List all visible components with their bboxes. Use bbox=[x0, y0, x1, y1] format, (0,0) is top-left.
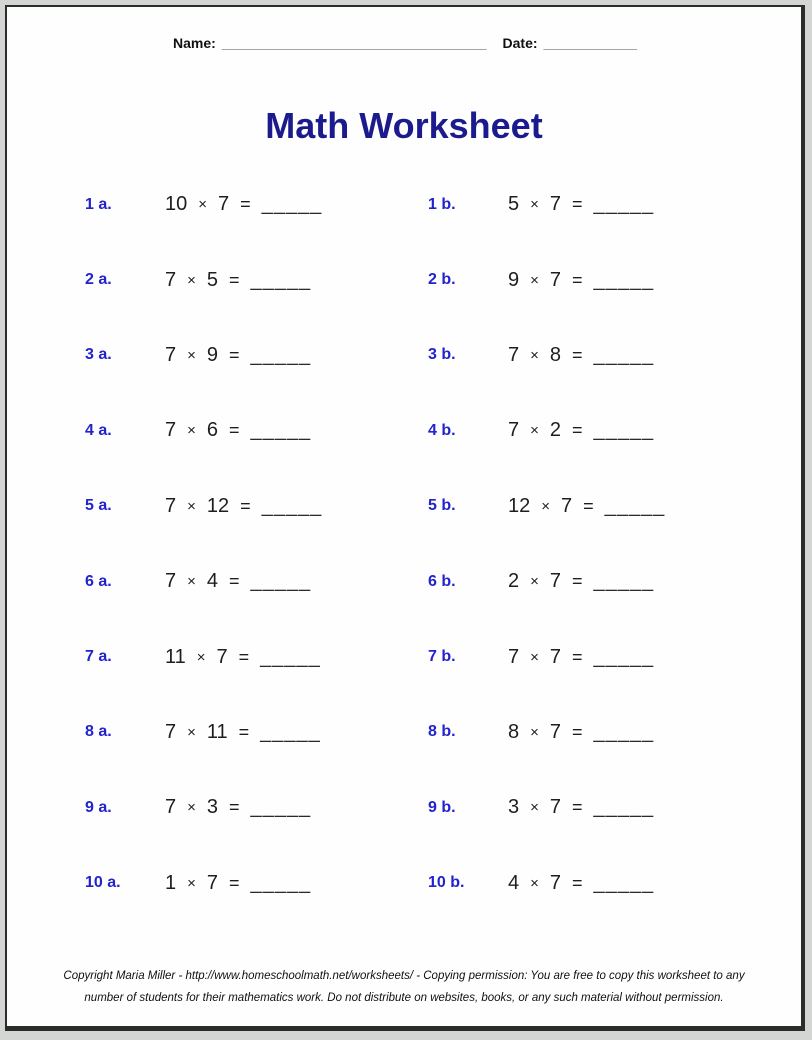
factor-1: 9 bbox=[508, 268, 520, 291]
answer-blank: _____ bbox=[593, 871, 655, 894]
equals-sign: = bbox=[238, 646, 250, 667]
answer-blank: _____ bbox=[593, 343, 655, 366]
problem-row bbox=[7, 469, 801, 544]
equals-sign: = bbox=[240, 194, 251, 215]
problem-label: 8 a. bbox=[85, 723, 112, 741]
problem-label: 6 b. bbox=[428, 572, 456, 590]
problem-cell-b bbox=[428, 193, 801, 216]
problem-label: 4 a. bbox=[85, 421, 112, 439]
factor-2: 6 bbox=[206, 419, 219, 442]
problem-cell-b bbox=[428, 269, 801, 292]
problem-expression bbox=[165, 193, 322, 216]
equals-sign: = bbox=[229, 344, 240, 365]
answer-blank: _____ bbox=[250, 570, 312, 593]
problem-expression bbox=[165, 872, 311, 895]
problem-expression bbox=[508, 419, 654, 442]
problem-expression bbox=[165, 721, 321, 744]
answer-blank: _____ bbox=[593, 419, 655, 442]
equals-sign: = bbox=[583, 495, 594, 516]
times-sign: × bbox=[187, 497, 196, 515]
answer-blank: _____ bbox=[593, 720, 655, 743]
times-sign: × bbox=[530, 196, 539, 214]
factor-2: 7 bbox=[206, 871, 219, 894]
factor-1: 7 bbox=[508, 645, 520, 668]
answer-blank: _____ bbox=[250, 268, 312, 291]
problem-cell-b bbox=[428, 872, 801, 895]
factor-2: 7 bbox=[561, 494, 573, 517]
problem-label: 7 a. bbox=[85, 648, 112, 666]
equals-sign: = bbox=[572, 571, 583, 592]
answer-blank: _____ bbox=[593, 645, 655, 668]
problem-row bbox=[7, 393, 801, 468]
problem-cell-a bbox=[85, 570, 428, 593]
factor-1: 7 bbox=[165, 343, 177, 366]
problem-cell-a bbox=[85, 419, 428, 442]
problem-cell-b bbox=[428, 344, 801, 367]
problem-label: 3 b. bbox=[428, 346, 456, 364]
problem-row bbox=[7, 242, 801, 317]
equals-sign: = bbox=[229, 872, 240, 893]
problem-cell-a bbox=[85, 269, 428, 292]
factor-1: 3 bbox=[508, 796, 520, 819]
problem-cell-a bbox=[85, 872, 428, 895]
factor-1: 11 bbox=[165, 645, 186, 668]
factor-1: 7 bbox=[508, 343, 520, 366]
factor-1: 7 bbox=[165, 796, 177, 819]
equals-sign: = bbox=[238, 721, 250, 742]
times-sign: × bbox=[187, 346, 196, 364]
factor-1: 1 bbox=[165, 871, 177, 894]
times-sign: × bbox=[187, 271, 196, 289]
problem-expression bbox=[165, 495, 322, 518]
answer-blank: _____ bbox=[593, 796, 655, 819]
problem-cell-a bbox=[85, 646, 428, 669]
problem-cell-a bbox=[85, 721, 428, 744]
factor-2: 3 bbox=[206, 796, 219, 819]
problem-label: 8 b. bbox=[428, 723, 456, 741]
problem-label: 1 b. bbox=[428, 195, 456, 213]
problem-row bbox=[7, 770, 801, 845]
answer-blank: _____ bbox=[260, 720, 321, 743]
problem-cell-a bbox=[85, 193, 428, 216]
times-sign: × bbox=[530, 874, 539, 892]
equals-sign: = bbox=[572, 344, 583, 365]
problem-expression bbox=[165, 646, 321, 669]
problem-row bbox=[7, 695, 801, 770]
answer-blank: _____ bbox=[593, 570, 655, 593]
problem-expression bbox=[508, 872, 654, 895]
problem-expression bbox=[508, 495, 665, 518]
worksheet-page bbox=[5, 5, 805, 1031]
problem-label: 9 b. bbox=[428, 798, 456, 816]
problem-expression bbox=[508, 193, 654, 216]
answer-blank: _____ bbox=[260, 645, 321, 668]
factor-2: 4 bbox=[206, 570, 219, 593]
problem-label: 3 a. bbox=[85, 346, 112, 364]
factor-1: 7 bbox=[165, 419, 177, 442]
answer-blank: _____ bbox=[261, 193, 323, 216]
problem-label: 1 a. bbox=[85, 195, 112, 213]
problem-cell-b bbox=[428, 721, 801, 744]
equals-sign: = bbox=[229, 420, 240, 441]
times-sign: × bbox=[187, 723, 196, 741]
problem-cell-a bbox=[85, 796, 428, 819]
problem-label: 7 b. bbox=[428, 648, 456, 666]
times-sign: × bbox=[530, 346, 539, 364]
factor-2: 12 bbox=[206, 494, 230, 517]
factor-2: 7 bbox=[549, 796, 562, 819]
factor-2: 7 bbox=[549, 570, 562, 593]
factor-1: 5 bbox=[508, 193, 520, 216]
problem-expression bbox=[165, 570, 311, 593]
copyright-line-2: number of students for their mathematics work. Do not distribute on websites, books, or any such material without permission. bbox=[84, 992, 724, 1005]
factor-2: 7 bbox=[216, 645, 228, 668]
factor-1: 7 bbox=[165, 570, 177, 593]
problem-row bbox=[7, 846, 801, 921]
problem-cell-b bbox=[428, 495, 801, 518]
factor-1: 2 bbox=[508, 570, 520, 593]
problem-row bbox=[7, 544, 801, 619]
problem-expression bbox=[508, 646, 654, 669]
equals-sign: = bbox=[572, 797, 583, 818]
equals-sign: = bbox=[240, 495, 251, 516]
problem-expression bbox=[508, 721, 654, 744]
problem-label: 4 b. bbox=[428, 421, 456, 439]
problems-grid bbox=[7, 167, 801, 921]
problem-row bbox=[7, 318, 801, 393]
problem-label: 5 a. bbox=[85, 497, 112, 515]
equals-sign: = bbox=[572, 721, 583, 742]
times-sign: × bbox=[198, 196, 208, 214]
answer-blank: _____ bbox=[250, 343, 312, 366]
date-label: Date: bbox=[502, 35, 538, 51]
problem-expression bbox=[508, 269, 654, 292]
equals-sign: = bbox=[229, 797, 240, 818]
equals-sign: = bbox=[572, 646, 583, 667]
times-sign: × bbox=[530, 573, 539, 591]
factor-1: 7 bbox=[165, 494, 177, 517]
factor-2: 11 bbox=[206, 720, 228, 743]
answer-blank: _____ bbox=[250, 419, 312, 442]
times-sign: × bbox=[530, 799, 539, 817]
problem-cell-b bbox=[428, 646, 801, 669]
factor-2: 7 bbox=[549, 645, 562, 668]
problem-cell-b bbox=[428, 570, 801, 593]
problem-label: 2 b. bbox=[428, 271, 456, 289]
times-sign: × bbox=[530, 648, 539, 666]
problem-expression bbox=[165, 344, 311, 367]
factor-2: 7 bbox=[549, 193, 562, 216]
worksheet-header bbox=[173, 35, 637, 51]
times-sign: × bbox=[541, 497, 551, 515]
problem-cell-a bbox=[85, 344, 428, 367]
times-sign: × bbox=[187, 422, 196, 440]
factor-1: 7 bbox=[165, 268, 177, 291]
problem-label: 10 a. bbox=[85, 874, 121, 892]
factor-1: 7 bbox=[508, 419, 520, 442]
answer-blank: _____ bbox=[593, 193, 655, 216]
factor-1: 10 bbox=[165, 193, 188, 216]
copyright-footer bbox=[7, 966, 801, 1010]
times-sign: × bbox=[196, 648, 206, 666]
problem-cell-a bbox=[85, 495, 428, 518]
name-blank-line: __________________________________ bbox=[221, 35, 487, 51]
equals-sign: = bbox=[572, 269, 583, 290]
date-blank-line: ____________ bbox=[543, 35, 637, 51]
name-label: Name: bbox=[173, 35, 216, 51]
factor-2: 7 bbox=[218, 193, 230, 216]
problem-expression bbox=[508, 796, 654, 819]
answer-blank: _____ bbox=[250, 871, 312, 894]
problem-expression bbox=[165, 419, 311, 442]
problem-row bbox=[7, 619, 801, 694]
problem-expression bbox=[508, 570, 654, 593]
problem-label: 2 a. bbox=[85, 271, 112, 289]
factor-1: 8 bbox=[508, 720, 520, 743]
problem-label: 5 b. bbox=[428, 497, 456, 515]
answer-blank: _____ bbox=[604, 494, 666, 517]
problem-expression bbox=[165, 796, 311, 819]
factor-1: 4 bbox=[508, 871, 520, 894]
factor-2: 8 bbox=[549, 343, 562, 366]
equals-sign: = bbox=[229, 571, 240, 592]
problem-cell-b bbox=[428, 796, 801, 819]
factor-2: 5 bbox=[206, 268, 219, 291]
factor-2: 7 bbox=[549, 268, 562, 291]
factor-2: 7 bbox=[549, 720, 562, 743]
factor-1: 7 bbox=[165, 720, 177, 743]
answer-blank: _____ bbox=[261, 494, 323, 517]
times-sign: × bbox=[530, 723, 539, 741]
problem-label: 6 a. bbox=[85, 572, 112, 590]
equals-sign: = bbox=[572, 420, 583, 441]
problem-expression bbox=[165, 269, 311, 292]
answer-blank: _____ bbox=[250, 796, 312, 819]
answer-blank: _____ bbox=[593, 268, 655, 291]
factor-2: 7 bbox=[549, 871, 562, 894]
times-sign: × bbox=[187, 874, 196, 892]
equals-sign: = bbox=[229, 269, 240, 290]
equals-sign: = bbox=[572, 872, 583, 893]
factor-1: 12 bbox=[508, 494, 531, 517]
times-sign: × bbox=[187, 799, 196, 817]
times-sign: × bbox=[530, 422, 539, 440]
factor-2: 9 bbox=[206, 343, 219, 366]
times-sign: × bbox=[187, 573, 196, 591]
equals-sign: = bbox=[572, 194, 583, 215]
problem-label: 9 a. bbox=[85, 798, 112, 816]
times-sign: × bbox=[530, 271, 539, 289]
copyright-line-1: Copyright Maria Miller - http://www.homeschoolmath.net/worksheets/ - Copying permission: You are free to copy this worksheet to any bbox=[63, 970, 745, 983]
problem-row bbox=[7, 167, 801, 242]
problem-label: 10 b. bbox=[428, 874, 465, 892]
problem-cell-b bbox=[428, 419, 801, 442]
factor-2: 2 bbox=[549, 419, 562, 442]
problem-expression bbox=[508, 344, 654, 367]
page-title: Math Worksheet bbox=[265, 105, 543, 146]
